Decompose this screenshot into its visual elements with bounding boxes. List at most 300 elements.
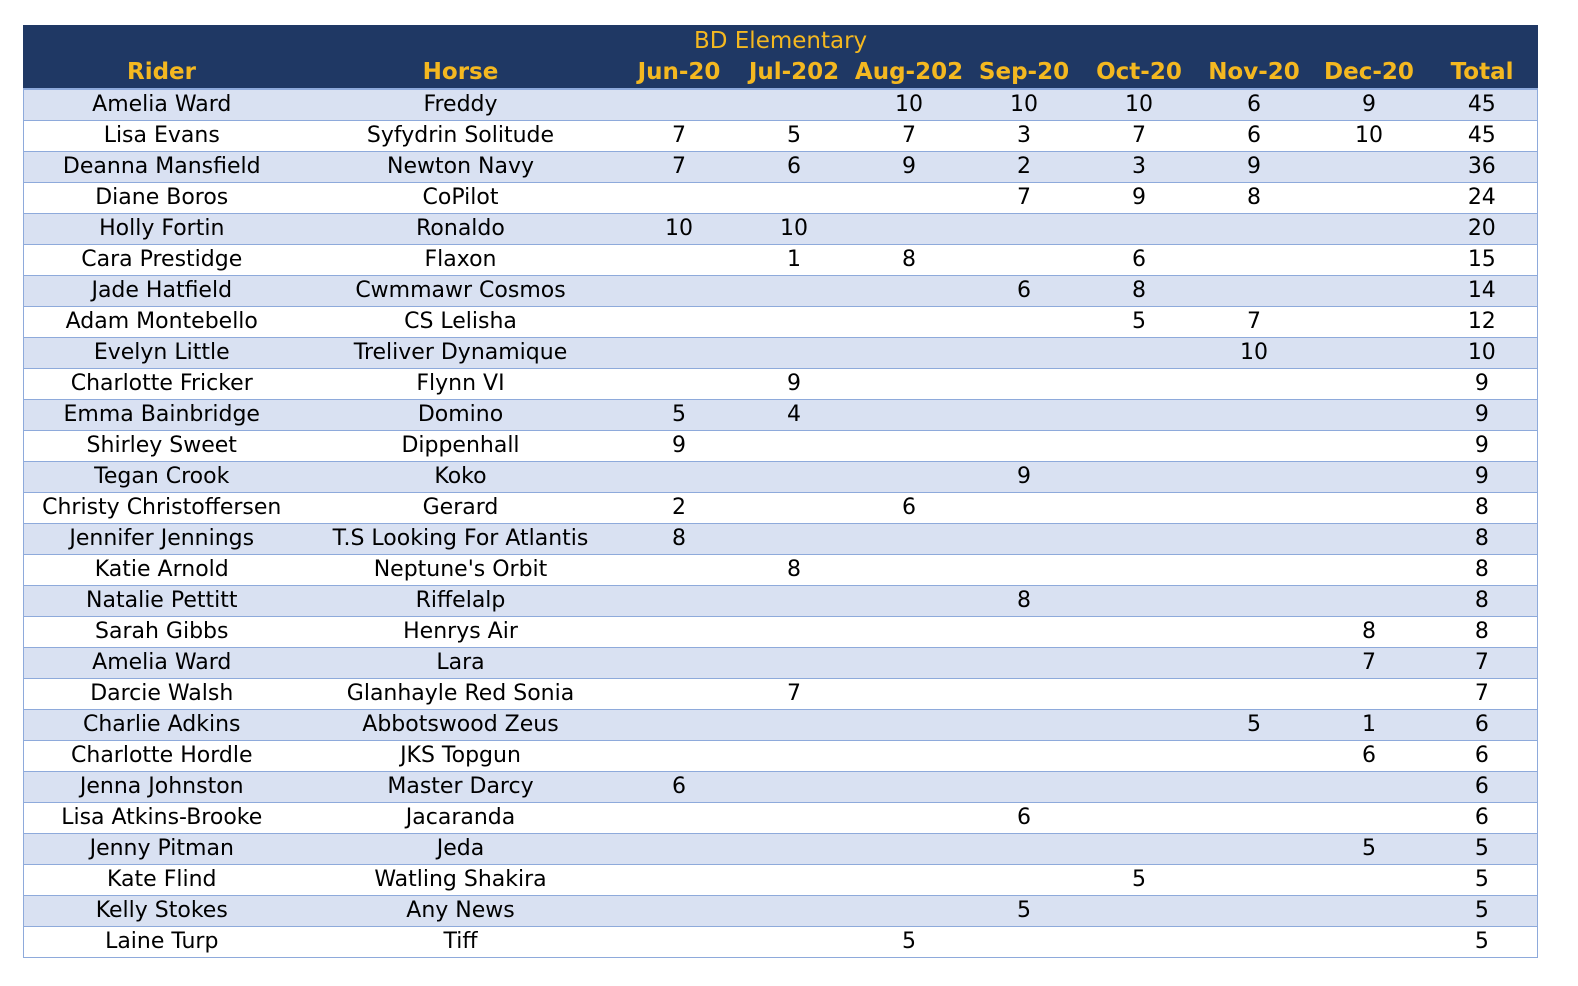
- cell-rider[interactable]: Jenny Pitman: [24, 834, 300, 865]
- cell-nov-20[interactable]: [1197, 896, 1312, 927]
- cell-nov-20[interactable]: [1197, 679, 1312, 710]
- cell-rider[interactable]: Lisa Atkins-Brooke: [24, 803, 300, 834]
- cell-sep-20[interactable]: [967, 741, 1082, 772]
- cell-aug-202[interactable]: [852, 214, 967, 245]
- cell-sep-20[interactable]: [967, 710, 1082, 741]
- cell-dec-20[interactable]: 10: [1312, 121, 1427, 152]
- cell-total[interactable]: 24: [1427, 183, 1538, 214]
- cell-sep-20[interactable]: [967, 524, 1082, 555]
- cell-total[interactable]: 45: [1427, 89, 1538, 121]
- cell-jul-202[interactable]: 9: [737, 369, 852, 400]
- cell-oct-20[interactable]: [1082, 648, 1197, 679]
- table-row: [24, 865, 1538, 896]
- cell-jul-202[interactable]: [737, 834, 852, 865]
- cell-jul-202[interactable]: 10: [737, 214, 852, 245]
- cell-jun-20[interactable]: [622, 245, 737, 276]
- cell-aug-202[interactable]: [852, 524, 967, 555]
- column-header-horse[interactable]: Horse: [300, 57, 622, 90]
- cell-horse[interactable]: Gerard: [300, 493, 622, 524]
- cell-nov-20[interactable]: 7: [1197, 307, 1312, 338]
- table-row: [24, 400, 1538, 431]
- table-row: [24, 338, 1538, 369]
- cell-nov-20[interactable]: [1197, 834, 1312, 865]
- cell-total[interactable]: 36: [1427, 152, 1538, 183]
- cell-nov-20[interactable]: 6: [1197, 121, 1312, 152]
- cell-total[interactable]: 6: [1427, 741, 1538, 772]
- cell-aug-202[interactable]: [852, 555, 967, 586]
- column-header-rider[interactable]: Rider: [24, 57, 300, 90]
- cell-rider[interactable]: Laine Turp: [24, 927, 300, 958]
- cell-aug-202[interactable]: 9: [852, 152, 967, 183]
- cell-nov-20[interactable]: [1197, 462, 1312, 493]
- cell-jul-202[interactable]: [737, 927, 852, 958]
- cell-jul-202[interactable]: 5: [737, 121, 852, 152]
- cell-nov-20[interactable]: 10: [1197, 338, 1312, 369]
- cell-oct-20[interactable]: [1082, 741, 1197, 772]
- cell-dec-20[interactable]: [1312, 524, 1427, 555]
- cell-rider[interactable]: Emma Bainbridge: [24, 400, 300, 431]
- cell-nov-20[interactable]: [1197, 400, 1312, 431]
- cell-horse[interactable]: Flynn VI: [300, 369, 622, 400]
- cell-total[interactable]: 9: [1427, 369, 1538, 400]
- cell-jun-20[interactable]: 8: [622, 524, 737, 555]
- cell-aug-202[interactable]: [852, 834, 967, 865]
- cell-sep-20[interactable]: 8: [967, 586, 1082, 617]
- cell-horse[interactable]: Domino: [300, 400, 622, 431]
- cell-oct-20[interactable]: [1082, 214, 1197, 245]
- cell-jun-20[interactable]: 10: [622, 214, 737, 245]
- cell-jun-20[interactable]: [622, 89, 737, 121]
- column-header-nov-20[interactable]: Nov-20: [1197, 57, 1312, 90]
- table-row: [24, 462, 1538, 493]
- cell-total[interactable]: 7: [1427, 679, 1538, 710]
- cell-dec-20[interactable]: [1312, 896, 1427, 927]
- cell-dec-20[interactable]: [1312, 865, 1427, 896]
- cell-sep-20[interactable]: 7: [967, 183, 1082, 214]
- cell-oct-20[interactable]: 3: [1082, 152, 1197, 183]
- cell-horse[interactable]: Riffelalp: [300, 586, 622, 617]
- column-header-dec-20[interactable]: Dec-20: [1312, 57, 1427, 90]
- cell-dec-20[interactable]: [1312, 586, 1427, 617]
- cell-horse[interactable]: T.S Looking For Atlantis: [300, 524, 622, 555]
- cell-aug-202[interactable]: [852, 276, 967, 307]
- cell-jul-202[interactable]: [737, 276, 852, 307]
- cell-aug-202[interactable]: 7: [852, 121, 967, 152]
- cell-jul-202[interactable]: [737, 648, 852, 679]
- cell-rider[interactable]: Charlotte Fricker: [24, 369, 300, 400]
- cell-horse[interactable]: Any News: [300, 896, 622, 927]
- cell-total[interactable]: 20: [1427, 214, 1538, 245]
- cell-horse[interactable]: Freddy: [300, 89, 622, 121]
- cell-oct-20[interactable]: [1082, 524, 1197, 555]
- cell-sep-20[interactable]: 9: [967, 462, 1082, 493]
- cell-rider[interactable]: Jade Hatfield: [24, 276, 300, 307]
- cell-nov-20[interactable]: [1197, 431, 1312, 462]
- cell-aug-202[interactable]: [852, 679, 967, 710]
- cell-horse[interactable]: Master Darcy: [300, 772, 622, 803]
- cell-oct-20[interactable]: [1082, 431, 1197, 462]
- cell-jul-202[interactable]: [737, 431, 852, 462]
- cell-dec-20[interactable]: [1312, 369, 1427, 400]
- cell-nov-20[interactable]: [1197, 586, 1312, 617]
- cell-oct-20[interactable]: [1082, 400, 1197, 431]
- cell-nov-20[interactable]: [1197, 493, 1312, 524]
- cell-jul-202[interactable]: [737, 896, 852, 927]
- cell-jul-202[interactable]: [737, 338, 852, 369]
- cell-jul-202[interactable]: 1: [737, 245, 852, 276]
- cell-horse[interactable]: CoPilot: [300, 183, 622, 214]
- table-row: [24, 121, 1538, 152]
- spreadsheet: [23, 25, 1537, 958]
- cell-rider[interactable]: Sarah Gibbs: [24, 617, 300, 648]
- cell-sep-20[interactable]: [967, 369, 1082, 400]
- cell-jul-202[interactable]: [737, 183, 852, 214]
- cell-aug-202[interactable]: [852, 462, 967, 493]
- cell-rider[interactable]: Natalie Pettitt: [24, 586, 300, 617]
- cell-rider[interactable]: Holly Fortin: [24, 214, 300, 245]
- cell-total[interactable]: 9: [1427, 431, 1538, 462]
- table-row: [24, 586, 1538, 617]
- cell-horse[interactable]: Watling Shakira: [300, 865, 622, 896]
- cell-rider[interactable]: Jennifer Jennings: [24, 524, 300, 555]
- cell-sep-20[interactable]: [967, 245, 1082, 276]
- cell-jul-202[interactable]: [737, 710, 852, 741]
- cell-rider[interactable]: Cara Prestidge: [24, 245, 300, 276]
- cell-nov-20[interactable]: [1197, 276, 1312, 307]
- cell-oct-20[interactable]: [1082, 338, 1197, 369]
- cell-total[interactable]: 5: [1427, 834, 1538, 865]
- cell-nov-20[interactable]: [1197, 772, 1312, 803]
- cell-total[interactable]: 8: [1427, 586, 1538, 617]
- cell-dec-20[interactable]: [1312, 493, 1427, 524]
- cell-aug-202[interactable]: [852, 369, 967, 400]
- cell-total[interactable]: 14: [1427, 276, 1538, 307]
- cell-sep-20[interactable]: 10: [967, 89, 1082, 121]
- cell-rider[interactable]: Shirley Sweet: [24, 431, 300, 462]
- cell-horse[interactable]: Syfydrin Solitude: [300, 121, 622, 152]
- table-title[interactable]: BD Elementary: [24, 26, 1538, 57]
- cell-oct-20[interactable]: [1082, 555, 1197, 586]
- table-row: [24, 214, 1538, 245]
- cell-dec-20[interactable]: 5: [1312, 834, 1427, 865]
- cell-aug-202[interactable]: [852, 586, 967, 617]
- cell-jun-20[interactable]: [622, 617, 737, 648]
- cell-jul-202[interactable]: 8: [737, 555, 852, 586]
- cell-total[interactable]: 7: [1427, 648, 1538, 679]
- cell-horse[interactable]: Lara: [300, 648, 622, 679]
- cell-rider[interactable]: Darcie Walsh: [24, 679, 300, 710]
- cell-jul-202[interactable]: 7: [737, 679, 852, 710]
- cell-dec-20[interactable]: 7: [1312, 648, 1427, 679]
- cell-rider[interactable]: Amelia Ward: [24, 648, 300, 679]
- cell-rider[interactable]: Charlie Adkins: [24, 710, 300, 741]
- cell-horse[interactable]: Ronaldo: [300, 214, 622, 245]
- cell-oct-20[interactable]: [1082, 462, 1197, 493]
- cell-aug-202[interactable]: [852, 183, 967, 214]
- cell-total[interactable]: 15: [1427, 245, 1538, 276]
- cell-aug-202[interactable]: 6: [852, 493, 967, 524]
- cell-jul-202[interactable]: [737, 307, 852, 338]
- cell-dec-20[interactable]: [1312, 245, 1427, 276]
- cell-oct-20[interactable]: 7: [1082, 121, 1197, 152]
- cell-aug-202[interactable]: [852, 896, 967, 927]
- cell-jun-20[interactable]: [622, 741, 737, 772]
- cell-jul-202[interactable]: [737, 462, 852, 493]
- cell-jul-202[interactable]: [737, 493, 852, 524]
- cell-oct-20[interactable]: [1082, 586, 1197, 617]
- cell-jun-20[interactable]: [622, 834, 737, 865]
- cell-nov-20[interactable]: [1197, 214, 1312, 245]
- cell-jun-20[interactable]: 7: [622, 121, 737, 152]
- cell-oct-20[interactable]: 9: [1082, 183, 1197, 214]
- cell-oct-20[interactable]: 5: [1082, 307, 1197, 338]
- cell-sep-20[interactable]: [967, 772, 1082, 803]
- cell-nov-20[interactable]: 5: [1197, 710, 1312, 741]
- cell-jun-20[interactable]: [622, 648, 737, 679]
- cell-jun-20[interactable]: 6: [622, 772, 737, 803]
- cell-sep-20[interactable]: 3: [967, 121, 1082, 152]
- cell-aug-202[interactable]: [852, 617, 967, 648]
- cell-aug-202[interactable]: [852, 710, 967, 741]
- cell-total[interactable]: 9: [1427, 400, 1538, 431]
- column-header-aug-202[interactable]: Aug-202: [852, 57, 967, 90]
- cell-jul-202[interactable]: [737, 865, 852, 896]
- cell-dec-20[interactable]: 6: [1312, 741, 1427, 772]
- cell-horse[interactable]: Glanhayle Red Sonia: [300, 679, 622, 710]
- cell-jun-20[interactable]: 9: [622, 431, 737, 462]
- cell-aug-202[interactable]: [852, 307, 967, 338]
- cell-oct-20[interactable]: [1082, 927, 1197, 958]
- cell-aug-202[interactable]: [852, 803, 967, 834]
- cell-dec-20[interactable]: [1312, 462, 1427, 493]
- cell-rider[interactable]: Christy Christoffersen: [24, 493, 300, 524]
- cell-dec-20[interactable]: [1312, 152, 1427, 183]
- cell-jul-202[interactable]: [737, 741, 852, 772]
- cell-jun-20[interactable]: [622, 183, 737, 214]
- cell-rider[interactable]: Amelia Ward: [24, 89, 300, 121]
- cell-sep-20[interactable]: [967, 338, 1082, 369]
- cell-dec-20[interactable]: [1312, 276, 1427, 307]
- cell-jun-20[interactable]: 2: [622, 493, 737, 524]
- cell-sep-20[interactable]: 6: [967, 276, 1082, 307]
- cell-jul-202[interactable]: [737, 89, 852, 121]
- column-header-jun-20[interactable]: Jun-20: [622, 57, 737, 90]
- cell-horse[interactable]: Neptune's Orbit: [300, 555, 622, 586]
- cell-dec-20[interactable]: [1312, 400, 1427, 431]
- cell-aug-202[interactable]: [852, 400, 967, 431]
- cell-horse[interactable]: Henrys Air: [300, 617, 622, 648]
- cell-jul-202[interactable]: 4: [737, 400, 852, 431]
- cell-oct-20[interactable]: 5: [1082, 865, 1197, 896]
- cell-oct-20[interactable]: [1082, 493, 1197, 524]
- cell-oct-20[interactable]: [1082, 679, 1197, 710]
- column-header-total[interactable]: Total: [1427, 57, 1538, 90]
- cell-oct-20[interactable]: [1082, 834, 1197, 865]
- cell-oct-20[interactable]: 10: [1082, 89, 1197, 121]
- cell-jul-202[interactable]: [737, 586, 852, 617]
- cell-jul-202[interactable]: [737, 772, 852, 803]
- cell-nov-20[interactable]: [1197, 648, 1312, 679]
- cell-horse[interactable]: Jeda: [300, 834, 622, 865]
- cell-sep-20[interactable]: 6: [967, 803, 1082, 834]
- cell-aug-202[interactable]: [852, 431, 967, 462]
- cell-dec-20[interactable]: [1312, 679, 1427, 710]
- cell-sep-20[interactable]: [967, 214, 1082, 245]
- cell-rider[interactable]: Jenna Johnston: [24, 772, 300, 803]
- cell-oct-20[interactable]: 6: [1082, 245, 1197, 276]
- cell-aug-202[interactable]: [852, 741, 967, 772]
- cell-total[interactable]: 6: [1427, 710, 1538, 741]
- cell-nov-20[interactable]: [1197, 369, 1312, 400]
- cell-total[interactable]: 6: [1427, 772, 1538, 803]
- cell-horse[interactable]: Abbotswood Zeus: [300, 710, 622, 741]
- cell-sep-20[interactable]: [967, 493, 1082, 524]
- cell-aug-202[interactable]: 5: [852, 927, 967, 958]
- cell-dec-20[interactable]: 9: [1312, 89, 1427, 121]
- cell-nov-20[interactable]: 9: [1197, 152, 1312, 183]
- cell-rider[interactable]: Tegan Crook: [24, 462, 300, 493]
- cell-total[interactable]: 9: [1427, 462, 1538, 493]
- cell-total[interactable]: 12: [1427, 307, 1538, 338]
- cell-sep-20[interactable]: [967, 865, 1082, 896]
- cell-dec-20[interactable]: [1312, 927, 1427, 958]
- cell-nov-20[interactable]: [1197, 524, 1312, 555]
- cell-aug-202[interactable]: 8: [852, 245, 967, 276]
- cell-sep-20[interactable]: [967, 648, 1082, 679]
- cell-sep-20[interactable]: 2: [967, 152, 1082, 183]
- cell-total[interactable]: 8: [1427, 493, 1538, 524]
- cell-horse[interactable]: Jacaranda: [300, 803, 622, 834]
- cell-total[interactable]: 8: [1427, 524, 1538, 555]
- cell-sep-20[interactable]: [967, 400, 1082, 431]
- cell-jun-20[interactable]: [622, 865, 737, 896]
- cell-dec-20[interactable]: 1: [1312, 710, 1427, 741]
- cell-rider[interactable]: Evelyn Little: [24, 338, 300, 369]
- cell-horse[interactable]: Flaxon: [300, 245, 622, 276]
- cell-rider[interactable]: Katie Arnold: [24, 555, 300, 586]
- cell-aug-202[interactable]: [852, 772, 967, 803]
- cell-rider[interactable]: Kelly Stokes: [24, 896, 300, 927]
- cell-nov-20[interactable]: [1197, 741, 1312, 772]
- cell-jul-202[interactable]: 6: [737, 152, 852, 183]
- cell-aug-202[interactable]: [852, 865, 967, 896]
- cell-rider[interactable]: Charlotte Hordle: [24, 741, 300, 772]
- cell-total[interactable]: 8: [1427, 617, 1538, 648]
- cell-total[interactable]: 5: [1427, 927, 1538, 958]
- cell-oct-20[interactable]: [1082, 803, 1197, 834]
- cell-horse[interactable]: CS Lelisha: [300, 307, 622, 338]
- cell-total[interactable]: 5: [1427, 896, 1538, 927]
- cell-jun-20[interactable]: [622, 586, 737, 617]
- cell-dec-20[interactable]: [1312, 307, 1427, 338]
- cell-horse[interactable]: Dippenhall: [300, 431, 622, 462]
- cell-jun-20[interactable]: 5: [622, 400, 737, 431]
- column-header-sep-20[interactable]: Sep-20: [967, 57, 1082, 90]
- cell-nov-20[interactable]: 8: [1197, 183, 1312, 214]
- cell-total[interactable]: 10: [1427, 338, 1538, 369]
- cell-horse[interactable]: Tiff: [300, 927, 622, 958]
- cell-jun-20[interactable]: [622, 927, 737, 958]
- cell-dec-20[interactable]: [1312, 772, 1427, 803]
- cell-sep-20[interactable]: [967, 927, 1082, 958]
- cell-total[interactable]: 5: [1427, 865, 1538, 896]
- cell-dec-20[interactable]: 8: [1312, 617, 1427, 648]
- cell-jun-20[interactable]: [622, 896, 737, 927]
- cell-horse[interactable]: Treliver Dynamique: [300, 338, 622, 369]
- cell-horse[interactable]: Koko: [300, 462, 622, 493]
- cell-jun-20[interactable]: [622, 679, 737, 710]
- cell-jun-20[interactable]: [622, 710, 737, 741]
- cell-jul-202[interactable]: [737, 524, 852, 555]
- cell-sep-20[interactable]: 5: [967, 896, 1082, 927]
- cell-dec-20[interactable]: [1312, 338, 1427, 369]
- cell-sep-20[interactable]: [967, 834, 1082, 865]
- cell-jun-20[interactable]: [622, 803, 737, 834]
- table-row: [24, 648, 1538, 679]
- cell-oct-20[interactable]: [1082, 772, 1197, 803]
- cell-dec-20[interactable]: [1312, 803, 1427, 834]
- cell-total[interactable]: 6: [1427, 803, 1538, 834]
- cell-jun-20[interactable]: [622, 276, 737, 307]
- cell-jun-20[interactable]: [622, 307, 737, 338]
- cell-nov-20[interactable]: 6: [1197, 89, 1312, 121]
- cell-sep-20[interactable]: [967, 555, 1082, 586]
- cell-jun-20[interactable]: [622, 555, 737, 586]
- cell-dec-20[interactable]: [1312, 431, 1427, 462]
- cell-sep-20[interactable]: [967, 617, 1082, 648]
- cell-nov-20[interactable]: [1197, 617, 1312, 648]
- cell-jun-20[interactable]: [622, 338, 737, 369]
- cell-aug-202[interactable]: [852, 338, 967, 369]
- cell-oct-20[interactable]: [1082, 896, 1197, 927]
- cell-rider[interactable]: Deanna Mansfield: [24, 152, 300, 183]
- cell-nov-20[interactable]: [1197, 927, 1312, 958]
- cell-dec-20[interactable]: [1312, 214, 1427, 245]
- column-header-jul-202[interactable]: Jul-202: [737, 57, 852, 90]
- cell-oct-20[interactable]: [1082, 710, 1197, 741]
- cell-aug-202[interactable]: 10: [852, 89, 967, 121]
- cell-oct-20[interactable]: [1082, 369, 1197, 400]
- cell-nov-20[interactable]: [1197, 865, 1312, 896]
- cell-rider[interactable]: Lisa Evans: [24, 121, 300, 152]
- cell-jul-202[interactable]: [737, 803, 852, 834]
- cell-horse[interactable]: Newton Navy: [300, 152, 622, 183]
- cell-nov-20[interactable]: [1197, 245, 1312, 276]
- column-header-oct-20[interactable]: Oct-20: [1082, 57, 1197, 90]
- cell-sep-20[interactable]: [967, 307, 1082, 338]
- cell-horse[interactable]: JKS Topgun: [300, 741, 622, 772]
- cell-nov-20[interactable]: [1197, 803, 1312, 834]
- cell-aug-202[interactable]: [852, 648, 967, 679]
- cell-rider[interactable]: Adam Montebello: [24, 307, 300, 338]
- cell-sep-20[interactable]: [967, 431, 1082, 462]
- cell-total[interactable]: 45: [1427, 121, 1538, 152]
- cell-jul-202[interactable]: [737, 617, 852, 648]
- cell-total[interactable]: 8: [1427, 555, 1538, 586]
- cell-horse[interactable]: Cwmmawr Cosmos: [300, 276, 622, 307]
- cell-dec-20[interactable]: [1312, 555, 1427, 586]
- cell-jun-20[interactable]: [622, 462, 737, 493]
- cell-oct-20[interactable]: [1082, 617, 1197, 648]
- cell-jun-20[interactable]: 7: [622, 152, 737, 183]
- cell-dec-20[interactable]: [1312, 183, 1427, 214]
- cell-jun-20[interactable]: [622, 369, 737, 400]
- cell-rider[interactable]: Kate Flind: [24, 865, 300, 896]
- cell-sep-20[interactable]: [967, 679, 1082, 710]
- cell-rider[interactable]: Diane Boros: [24, 183, 300, 214]
- cell-nov-20[interactable]: [1197, 555, 1312, 586]
- cell-oct-20[interactable]: 8: [1082, 276, 1197, 307]
